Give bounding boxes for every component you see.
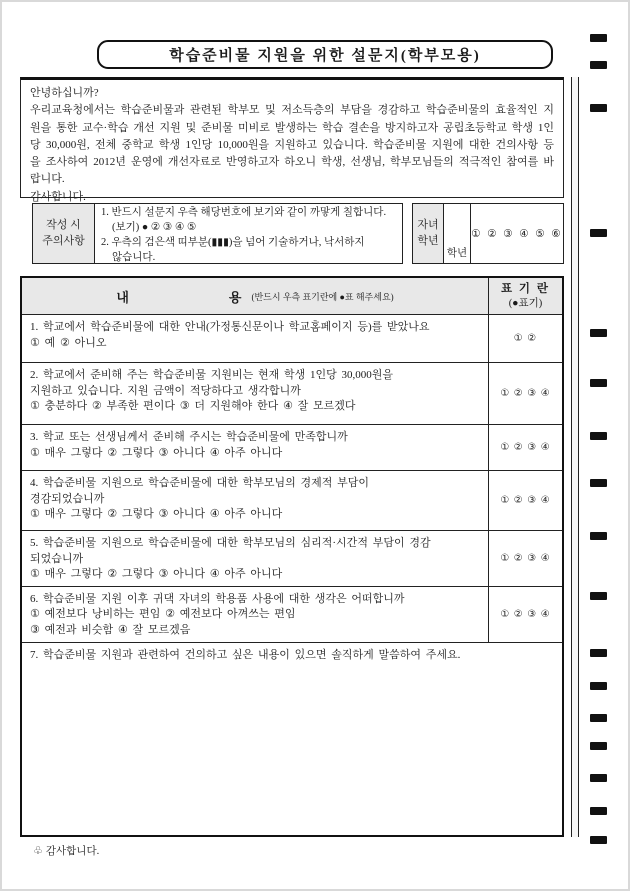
question-3-text: 3. 학교 또는 선생님께서 준비해 주시는 학습준비물에 만족합니까 ① 매우 그렇다 ② 그렇다 ③ 아니다 ④ 아주 아니다 bbox=[30, 431, 348, 459]
instruction-item-2-cont: 않습니다. bbox=[112, 251, 156, 263]
question-1-text: 1. 학교에서 학습준비물에 대한 안내(가정통신문이나 학교홈페이지 등)를 받았나요 ① 예 ② 아니오 bbox=[30, 321, 430, 349]
answer-marks-6[interactable]: ① ② ③ ④ bbox=[488, 587, 562, 642]
answer-marks-5[interactable]: ① ② ③ ④ bbox=[488, 531, 562, 586]
grade-mark-options[interactable]: ① ② ③ ④ ⑤ ⑥ bbox=[471, 228, 563, 240]
fill-instructions-content bbox=[95, 204, 402, 263]
question-row-6 bbox=[22, 586, 562, 642]
question-row-3 bbox=[22, 424, 562, 470]
survey-page bbox=[20, 2, 564, 893]
child-grade-label bbox=[413, 204, 444, 263]
timing-mark bbox=[590, 379, 607, 387]
footer-note bbox=[33, 843, 99, 858]
timing-mark bbox=[590, 714, 607, 722]
question-row-2 bbox=[22, 362, 562, 424]
header-nae: 내 bbox=[116, 289, 133, 305]
child-grade-box bbox=[412, 203, 564, 264]
child-grade-label-line2: 학년 bbox=[417, 234, 439, 247]
timing-mark bbox=[590, 774, 607, 782]
timing-mark bbox=[590, 229, 607, 237]
timing-mark bbox=[590, 649, 607, 657]
timing-mark bbox=[590, 807, 607, 815]
answer-marks-3[interactable]: ① ② ③ ④ bbox=[488, 425, 562, 470]
question-4-text: 4. 학습준비물 지원으로 학습준비물에 대한 학부모님의 경제적 부담이 경감되었습니까 ① 매우 그렇다 ② 그렇다 ③ 아니다 ④ 아주 아니다 bbox=[30, 477, 370, 521]
header-yong: 용 bbox=[228, 289, 246, 305]
question-row-5 bbox=[22, 530, 562, 586]
instruction-example: (보기) ● ② ③ ④ ⑤ bbox=[112, 221, 197, 233]
timing-mark bbox=[590, 592, 607, 600]
question-row-7 bbox=[22, 642, 562, 835]
form-title: 학습준비물 지원을 위한 설문지(학부모용) bbox=[169, 48, 481, 64]
fill-instructions-label-line1: 작성 시 bbox=[46, 218, 81, 231]
timing-mark bbox=[590, 836, 607, 844]
timing-mark bbox=[590, 61, 607, 69]
header-note: (반드시 우측 표기란에 ●표 해주세요) bbox=[251, 291, 394, 302]
timing-mark bbox=[590, 682, 607, 690]
question-7-free-response-area[interactable]: 7. 학습준비물 지원과 관련하여 건의하고 싶은 내용이 있으면 솔직하게 말씀하여 주세요. bbox=[30, 648, 461, 661]
question-row-4 bbox=[22, 470, 562, 530]
child-grade-label-line1: 자녀 bbox=[417, 219, 439, 232]
timing-mark bbox=[590, 742, 607, 750]
timing-mark bbox=[590, 479, 607, 487]
intro-closing: 감사합니다. bbox=[30, 190, 86, 203]
timing-mark bbox=[590, 34, 607, 42]
timing-mark bbox=[590, 329, 607, 337]
fill-instructions-label bbox=[33, 204, 95, 263]
table-header-content bbox=[22, 278, 488, 314]
timing-mark bbox=[590, 432, 607, 440]
fill-instructions-label-line2: 주의사항 bbox=[42, 234, 85, 247]
question-table bbox=[20, 276, 564, 837]
question-row-1 bbox=[22, 314, 562, 362]
question-6-text: 6. 학습준비물 지원 이후 귀댁 자녀의 학용품 사용에 대한 생각은 어떠합니까 ① 예전보다 낭비하는 편임 ② 예전보다 아껴쓰는 편임 ③ 예전과 비슷함 ④ 잘 모르겠음 bbox=[30, 592, 405, 637]
omr-guide-strip bbox=[571, 77, 579, 837]
fill-instructions-box bbox=[32, 203, 403, 264]
answer-marks-4[interactable]: ① ② ③ ④ bbox=[488, 471, 562, 530]
table-header bbox=[22, 278, 562, 314]
intro-box bbox=[20, 77, 564, 203]
instruction-item-2: 2. 우측의 검은색 띠부분(▮▮▮)을 넘어 기술하거나, 낙서하지 bbox=[101, 236, 365, 248]
instruction-item-1: 1. 반드시 설문지 우측 해당번호에 보기와 같이 까맣게 칠합니다. bbox=[101, 207, 387, 218]
form-title-box bbox=[97, 40, 553, 69]
question-5-text: 5. 학습준비물 지원으로 학습준비물에 대한 학부모님의 심리적·시간적 부담이 경감 되었습니까 ① 매우 그렇다 ② 그렇다 ③ 아니다 ④ 아주 아니다 bbox=[30, 537, 431, 581]
answer-marks-1[interactable]: ① ② bbox=[488, 315, 562, 362]
table-header-marks: 표 기 란 (●표기) bbox=[488, 278, 562, 314]
intro-body: 우리교육청에서는 학습준비물과 관련된 학부모 및 저소득층의 부담을 경감하고 학습준비물의 효율적인 지원을 통한 교수·학습 개선 지원 및 준비물 미비로 발생하는 학습 결손을 방지하고자 공립초등학교 학생 1인당 30,000원, 전체 중학교 학생 1인당 10,000원을 지원하고 있습니다. 학습준비물 지원에 대한 건의사항 등을 조사하여 2012년 운영에 개선자료로 반영하고자 하오니 학생, 선생님, 학부모님들의 적극적인 참여를 바랍니다. bbox=[30, 104, 554, 186]
intro-greeting: 안녕하십니까? bbox=[30, 87, 99, 99]
question-2-text: 2. 학교에서 준비해 주는 학습준비물 지원비는 현재 학생 1인당 30,000원을 지원하고 있습니다. 지원 금액이 적당하다고 생각합니까 ① 충분하다 ② 부족한 편이다 ③ 더 지원해야 한다 ④ 잘 모르겠다 bbox=[30, 369, 394, 413]
footer-text: 감사합니다. bbox=[45, 846, 100, 857]
clover-icon: ♧ bbox=[33, 845, 43, 857]
grade-cell-label: 학년 bbox=[444, 204, 471, 263]
timing-mark bbox=[590, 532, 607, 540]
timing-mark bbox=[590, 104, 607, 112]
notes-and-grade-row bbox=[32, 203, 564, 264]
answer-marks-2[interactable]: ① ② ③ ④ bbox=[488, 363, 562, 424]
